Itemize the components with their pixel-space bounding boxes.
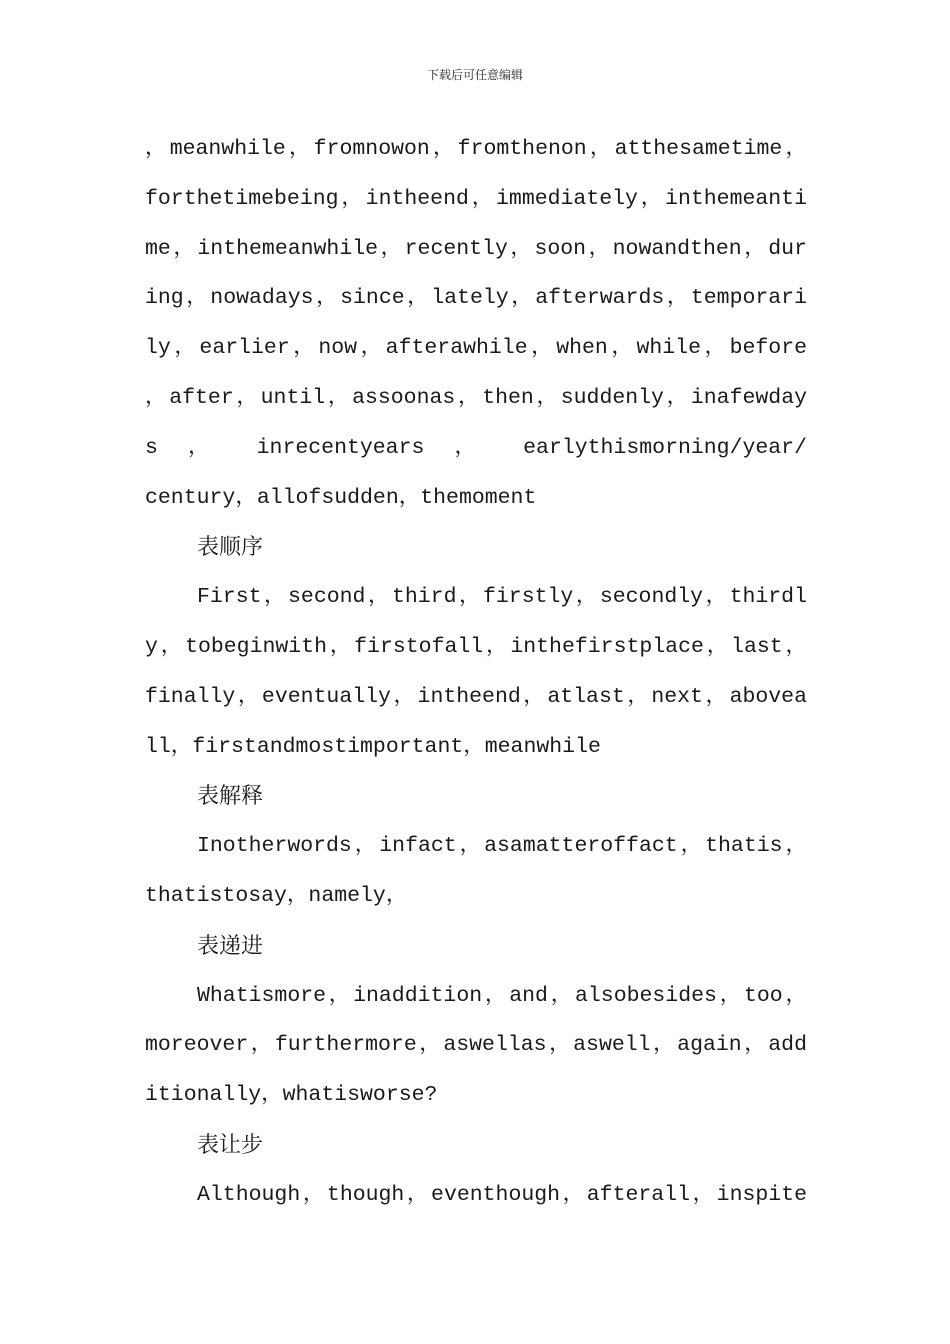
- section-heading-concession: 表让步: [197, 1132, 264, 1158]
- document-body: [145, 125, 807, 1221]
- text-line: ，meanwhile，fromnowon，fromthenon，atthesametime，: [145, 137, 807, 161]
- text-line: itionally，whatisworse?: [145, 1083, 438, 1108]
- section-heading-progression: 表递进: [197, 933, 264, 959]
- text-line: thatistosay，namely，: [145, 883, 408, 908]
- text-line: Inotherwords，infact，asamatteroffact，thatis，: [197, 834, 807, 859]
- text-line: ly，earlier，now，afterawhile，when，while，before: [145, 336, 807, 361]
- text-line: y，tobeginwith，firstofall，inthefirstplace，last，: [145, 634, 807, 659]
- text-line: First，second，third，firstly，secondly，thirdl: [197, 585, 807, 610]
- text-line: moreover，furthermore，aswellas，aswell，again，add: [145, 1033, 807, 1058]
- section-heading-order: 表顺序: [197, 535, 264, 561]
- section-heading-explanation: 表解释: [197, 784, 264, 810]
- text-line: finally，eventually，intheend，atlast，next，abovea: [145, 684, 807, 709]
- text-line: me，inthemeanwhile，recently，soon，nowandthen，dur: [145, 236, 807, 261]
- text-line: century，allofsudden，themoment: [145, 485, 537, 510]
- text-line: forthetimebeing，intheend，immediately，inthemeanti: [145, 186, 807, 211]
- text-line: Whatismore，inaddition，and，alsobesides，too，: [197, 983, 807, 1008]
- page-header: 下载后可任意编辑: [426, 68, 523, 82]
- text-line: ing，nowadays，since，lately，afterwards，temporari: [145, 286, 807, 311]
- text-line: ll，firstandmostimportant，meanwhile: [145, 734, 601, 759]
- text-line: s ， inrecentyears ， earlythismorning/year/: [145, 435, 807, 460]
- text-line: Although，though，eventhough，afterall，inspite: [197, 1182, 807, 1207]
- text-line: ，after，until，assoonas，then，suddenly，inafewday: [145, 385, 807, 410]
